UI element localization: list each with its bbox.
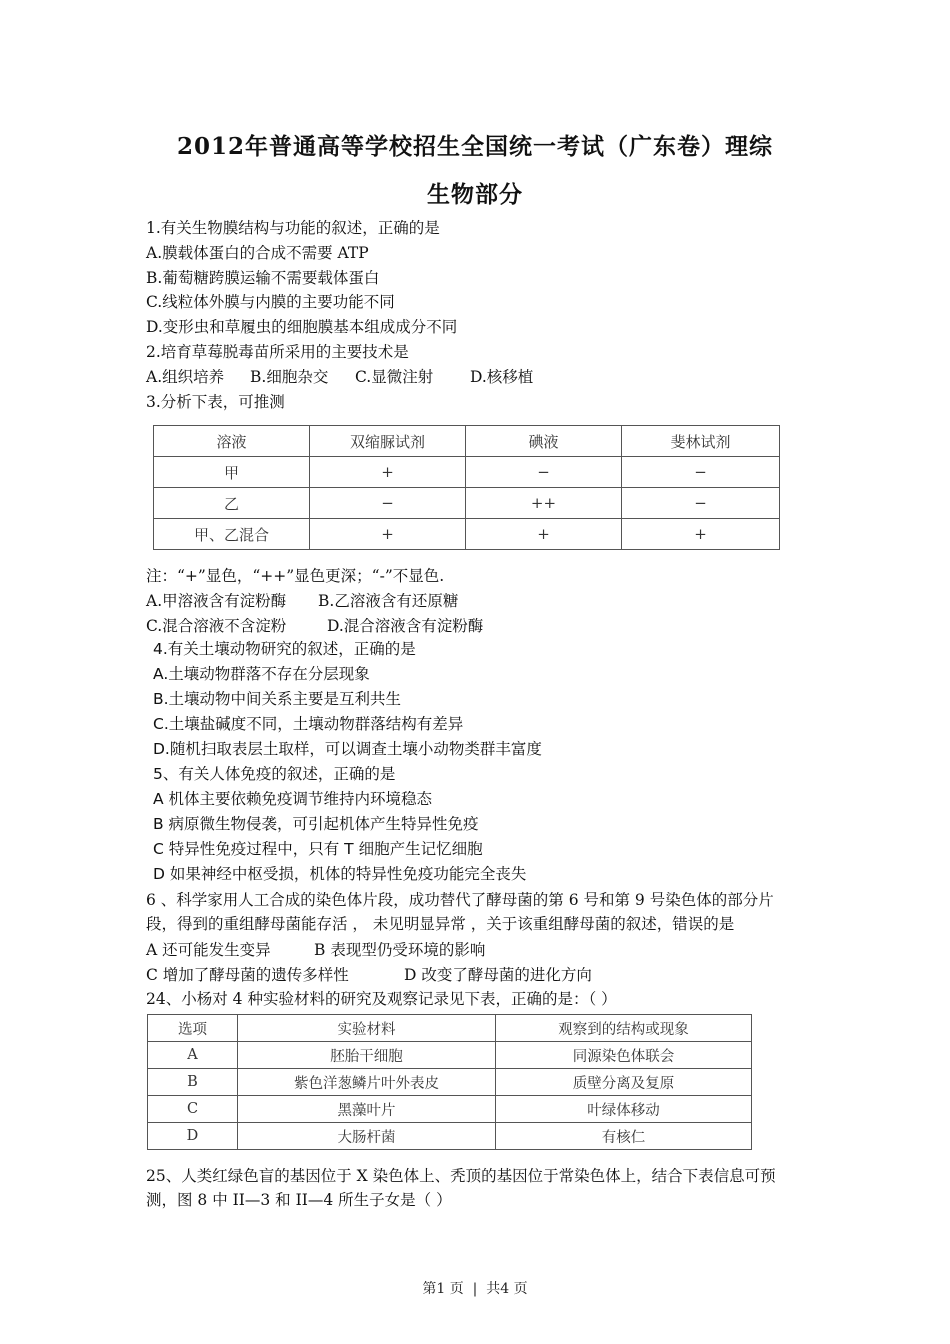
table-cell: 甲 [154,457,310,488]
table-row [148,1123,752,1150]
table-row [154,488,780,519]
table-cell: ++ [466,488,622,519]
q2-options [146,367,533,387]
q5-option-c: C 特异性免疫过程中，只有 T 细胞产生记忆细胞 [153,840,483,858]
exam-subtitle: 生物部分 [427,181,523,208]
exam-title: 2012年普通高等学校招生全国统一考试（广东卷）理综 [176,133,773,160]
q6-option-a: A 还可能发生变异 [146,941,271,959]
q3-options-ab [146,591,458,611]
q24-stem: 24、小杨对 4 种实验材料的研究及观察记录见下表，正确的是：（ ） [146,990,617,1008]
table-cell: 大肠杆菌 [238,1123,496,1150]
table-cell: − [622,488,780,519]
table-header-cell: 实验材料 [238,1015,496,1042]
q6-stem-line2: 段，得到的重组酵母菌能存活 ， 未见明显异常 ，关于该重组酵母菌的叙述，错误的是 [146,915,735,933]
q4-option-c: C.土壤盐碱度不同，土壤动物群落结构有差异 [153,715,464,733]
table-row [154,457,780,488]
table-cell: 黑藻叶片 [238,1096,496,1123]
table-cell: − [310,488,466,519]
q3-table [153,425,780,550]
q4-stem: 4.有关土壤动物研究的叙述，正确的是 [153,640,416,658]
q1-option-c: C.线粒体外膜与内膜的主要功能不同 [146,293,395,311]
table-cell: + [622,519,780,550]
table-cell: 有核仁 [496,1123,752,1150]
table-cell: 乙 [154,488,310,519]
table-cell: − [622,457,780,488]
q6-stem-line1: 6 、科学家用人工合成的染色体片段，成功替代了酵母菌的第 6 号和第 9 号染色体的部分片 [146,891,774,909]
q3-option-b: B.乙溶液含有还原糖 [318,592,459,610]
q6-options-ab [146,940,485,960]
table-cell: − [466,457,622,488]
page-total: 共4 页 [486,1281,528,1297]
table-row [148,1096,752,1123]
table-cell: C [148,1096,238,1123]
table-cell: B [148,1069,238,1096]
q6-option-d: D 改变了酵母菌的进化方向 [404,966,592,984]
q6-option-c: C 增加了酵母菌的遗传多样性 [146,966,349,984]
q24-table [147,1014,752,1150]
q4-option-d: D.随机扫取表层土取样，可以调查土壤小动物类群丰富度 [153,740,542,758]
q3-option-c: C.混合溶液不含淀粉 [146,617,287,635]
table-header-row [154,426,780,457]
table-cell: 紫色洋葱鳞片叶外表皮 [238,1069,496,1096]
q3-note: 注：“+”显色，“++”显色更深；“-”不显色. [146,567,445,585]
q5-option-b: B 病原微生物侵袭，可引起机体产生特异性免疫 [153,815,479,833]
footer-separator: | [472,1281,478,1297]
q5-stem: 5、有关人体免疫的叙述，正确的是 [153,765,396,783]
q4-option-b: B.土壤动物中间关系主要是互利共生 [153,690,402,708]
table-header-cell: 溶液 [154,426,310,457]
q25-stem-line2: 测，图 8 中 II—3 和 II—4 所生子女是（ ） [146,1191,452,1209]
q2-option-b: B.细胞杂交 [250,368,329,386]
q3-options-cd [146,616,483,636]
table-row [154,519,780,550]
table-header-cell: 碘液 [466,426,622,457]
q1-option-a: A.膜载体蛋白的合成不需要 ATP [146,244,369,262]
table-cell: + [310,519,466,550]
q3-option-a: A.甲溶液含有淀粉酶 [146,592,287,610]
q1-stem: 1.有关生物膜结构与功能的叙述，正确的是 [146,219,440,237]
page-footer [0,1278,950,1298]
q3-option-d: D.混合溶液含有淀粉酶 [327,617,484,635]
q25-stem-line1: 25、人类红绿色盲的基因位于 X 染色体上、秃顶的基因位于常染色体上，结合下表信息可预 [146,1167,776,1185]
q2-option-c: C.显微注射 [355,368,434,386]
q1-option-b: B.葡萄糖跨膜运输不需要载体蛋白 [146,269,380,287]
q1-option-d: D.变形虫和草履虫的细胞膜基本组成成分不同 [146,318,458,336]
table-cell: A [148,1042,238,1069]
table-cell: 叶绿体移动 [496,1096,752,1123]
q2-stem: 2.培育草莓脱毒苗所采用的主要技术是 [146,343,409,361]
table-cell: 同源染色体联会 [496,1042,752,1069]
table-header-cell: 选项 [148,1015,238,1042]
table-row [148,1042,752,1069]
table-header-row [148,1015,752,1042]
q2-option-a: A.组织培养 [146,368,225,386]
table-cell: + [310,457,466,488]
table-cell: 质壁分离及复原 [496,1069,752,1096]
table-header-cell: 斐林试剂 [622,426,780,457]
q6-options-cd [146,965,592,985]
table-cell: D [148,1123,238,1150]
table-cell: + [466,519,622,550]
page-number: 第1 页 [422,1281,464,1297]
table-cell: 甲、乙混合 [154,519,310,550]
q5-option-d: D 如果神经中枢受损，机体的特异性免疫功能完全丧失 [153,865,527,883]
q4-option-a: A.土壤动物群落不存在分层现象 [153,665,370,683]
q5-option-a: A 机体主要依赖免疫调节维持内环境稳态 [153,790,433,808]
q6-option-b: B 表现型仍受环境的影响 [314,941,486,959]
q3-stem: 3.分析下表，可推测 [146,393,285,411]
table-header-cell: 双缩脲试剂 [310,426,466,457]
table-cell: 胚胎干细胞 [238,1042,496,1069]
table-row [148,1069,752,1096]
q2-option-d: D.核移植 [470,368,534,386]
table-header-cell: 观察到的结构或现象 [496,1015,752,1042]
